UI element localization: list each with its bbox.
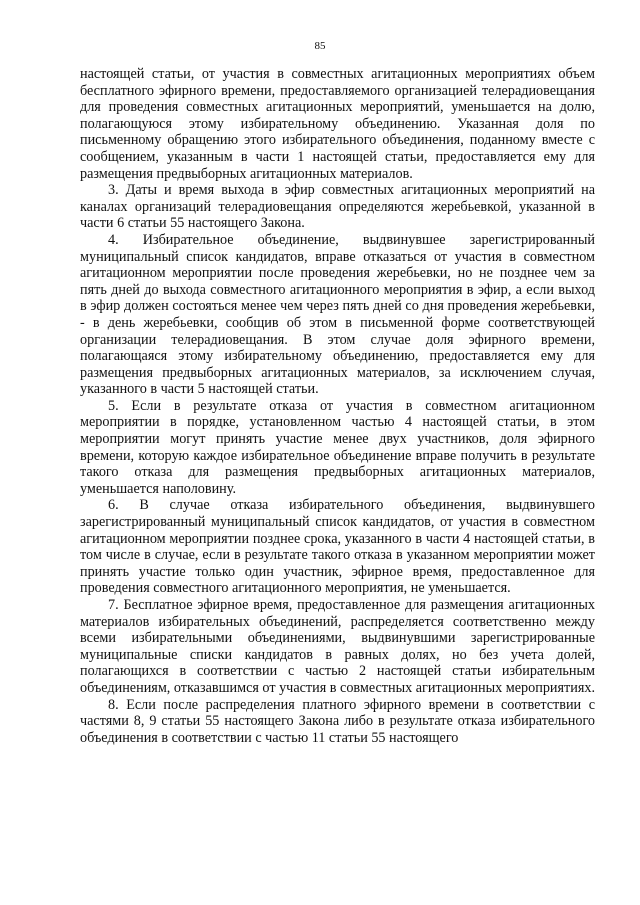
paragraph-5: 5. Если в результате отказа от участия в совместном агитационном мероприятии в порядке, установленном частью 4 настоящей статьи, в этом мероприятии могут принять участие менее двух участников, доля эфирного времени, которую каждое избирательное объединение вправе получить в результате такого отказа для размещения предвыборных агитационных материалов, уменьшается наполовину.: [80, 397, 595, 497]
paragraph-8: 8. Если после распределения платного эфирного времени в соответствии с частями 8, 9 статьи 55 настоящего Закона либо в результате отказа избирательного объединения в соответствии с частью 11 статьи 55 настоящего: [80, 696, 595, 746]
paragraph-7: 7. Бесплатное эфирное время, предоставленное для размещения агитационных материалов избирательных объединений, распределяется соответственно между всеми избирательными объединениями, выдвинувшими зарегистрированные муниципальные списки кандидатов в равных долях, но без учета долей, полагающихся в соответствии с частью 2 настоящей статьи избирательным объединениям, отказавшимся от участия в совместных агитационных мероприятиях.: [80, 597, 596, 696]
body-text: [80, 66, 595, 746]
paragraph-3: 3. Даты и время выхода в эфир совместных агитационных мероприятий на каналах организаций телерадиовещания определяются жеребьевкой, указанной в части 6 статьи 55 настоящего Закона.: [80, 182, 595, 232]
page-number: 85: [314, 40, 326, 52]
paragraph-6: 6. В случае отказа избирательного объединения, выдвинувшего зарегистрированный муниципальный список кандидатов, от участия в совместном агитационном мероприятии позднее срока, указанного в части 4 настоящей статьи, в том числе в случае, если в результате такого отказа в указанном мероприятии может принять участие только один участник, эфирное время, предоставленное для проведения совместного агитационного мероприятия, не уменьшается.: [80, 497, 595, 597]
paragraph-4: 4. Избирательное объединение, выдвинувшее зарегистрированный муниципальный список кандидатов, вправе отказаться от участия в совместном агитационном мероприятии после проведения жеребьевки, но не позднее чем за пять дней до выхода совместного агитационного мероприятия в эфир, а если выход в эфир должен состояться менее чем через пять дней со дня проведения жеребьевки, - в день жеребьевки, сообщив об этом в письменной форме соответствующей организации телерадиовещания. В этом случае доля эфирного времени, полагающаяся этому избирательному объединению, предоставляется ему для размещения предвыборных агитационных материалов, за исключением случая, указанного в части 5 настоящей статьи.: [80, 231, 595, 398]
paragraph-continuation: настоящей статьи, от участия в совместных агитационных мероприятиях объем бесплатного эфирного времени, предоставляемого организацией телерадиовещания для проведения совместных агитационных мероприятий, уменьшается на долю, полагающуюся этому избирательному объединению. Указанная доля по письменному обращению этого избирательного объединения, поданному вместе с сообщением, указанным в части 1 настоящей статьи, предоставляется ему для размещения предвыборных агитационных материалов.: [80, 66, 595, 182]
